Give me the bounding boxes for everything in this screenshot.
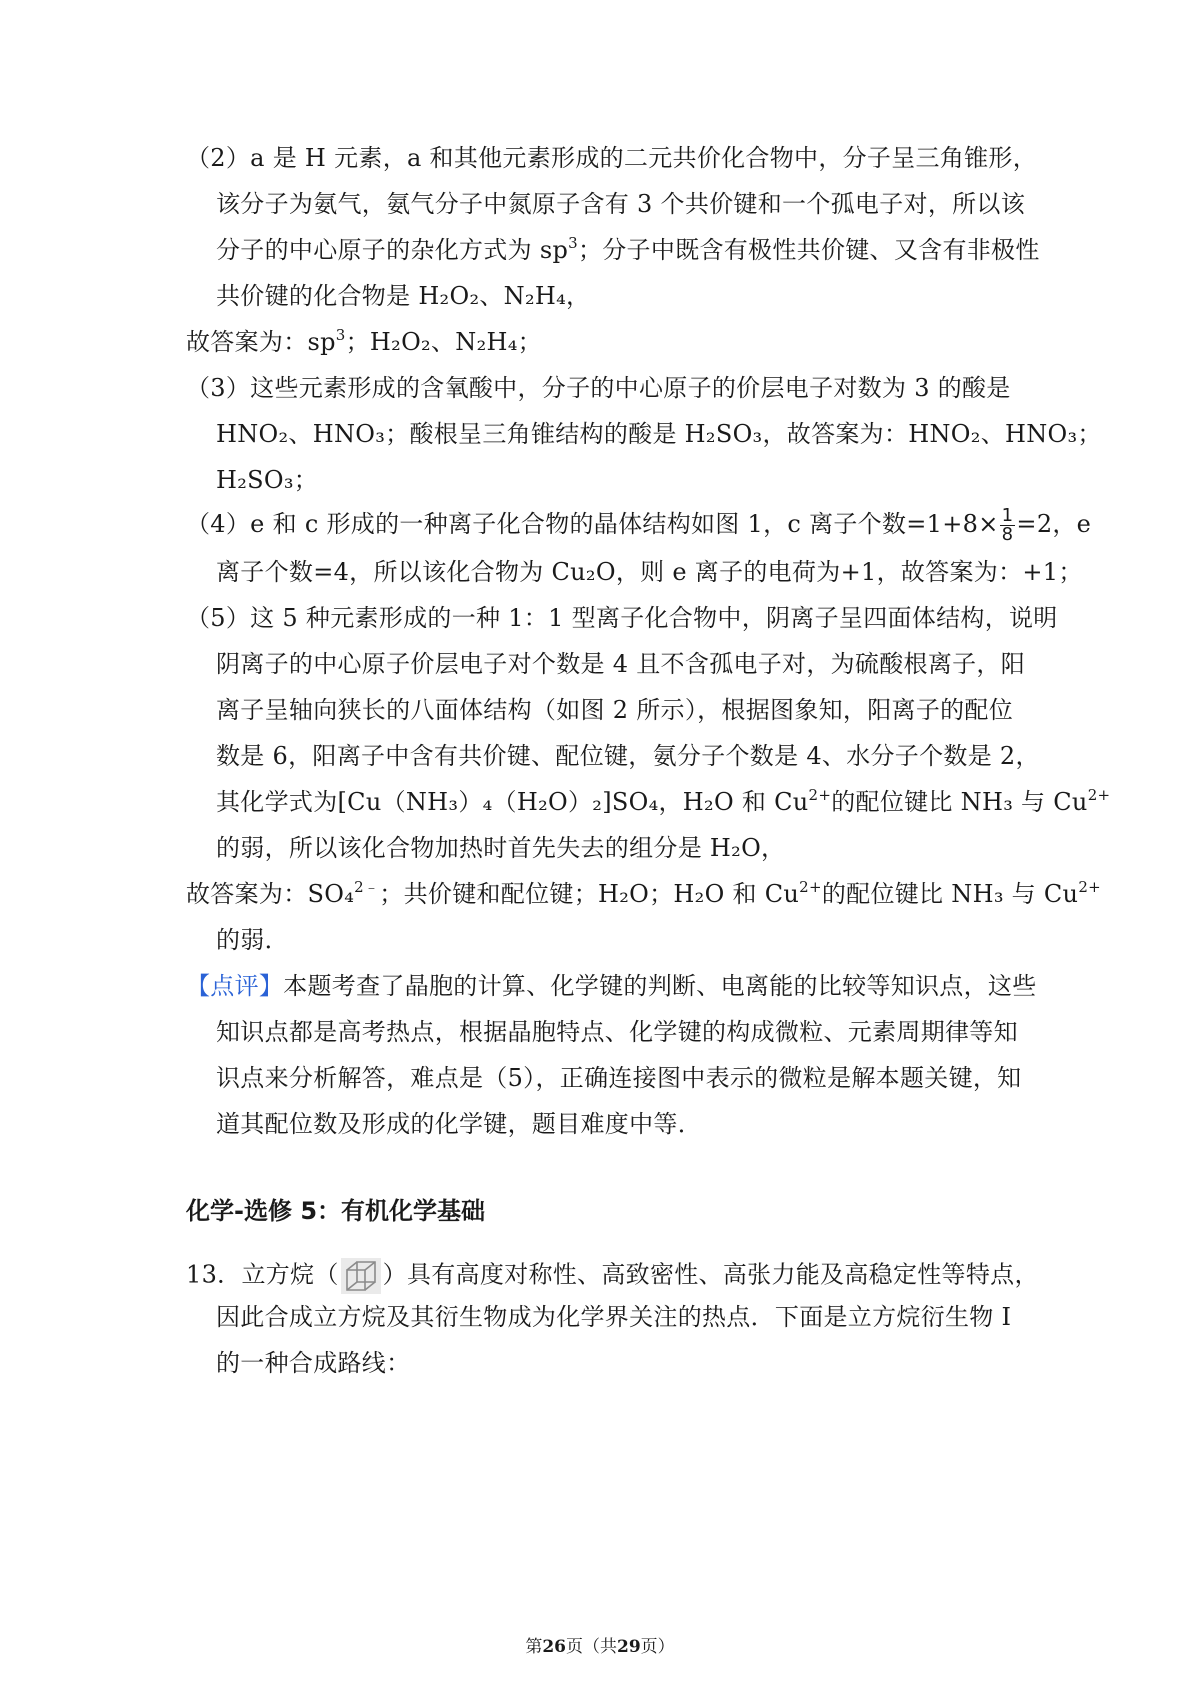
page-footer: 第26页（共29页） [525,1637,675,1657]
p3-line-2: HNO₂、HNO₃；酸根呈三角锥结构的酸是 H₂SO₃，故答案为：HNO₂、HNO₃； [216,420,1102,448]
fraction-one-eighth: $\frac{1}{8}$ [1001,505,1014,545]
p5-line-4: 数是 6，阳离子中含有共价键、配位键，氨分子个数是 4、水分子个数是 2， [216,742,1040,770]
q13-line-3: 的一种合成路线： [216,1349,411,1377]
comment-tag: 【点评】 [186,972,284,1000]
p5-line-6: 的弱，所以该化合物加热时首先失去的组分是 H₂O， [216,834,786,862]
comment-line-2: 知识点都是高考热点，根据晶胞特点、化学键的构成微粒、元素周期律等知 [216,1018,1018,1046]
p5-line-5: 其化学式为[Cu（NH₃）₄（H₂O）₂]SO₄，H₂O 和 $Cu^{2+}$的配位键比 NH₃ 与 $Cu^{2+}$ [216,786,1111,816]
p4-line-1: （4）e 和 c 形成的一种离子化合物的晶体结构如图 1，c 离子个数=1+8× $\frac{1}{8}$ =2，e [186,505,1092,545]
section-heading: 化学-选修 5：有机化学基础 [186,1197,486,1225]
q13-line-1: 13．立方烷（ ）具有高度对称性、高致密性、高张力能及高稳定性等特点， [186,1256,1039,1296]
comment-line-4: 道其配位数及形成的化学键，题目难度中等． [216,1110,702,1138]
p2-answer: 故答案为：$sp^3$；H₂O₂、N₂H₄； [186,326,542,356]
p5-line-3: 离子呈轴向狭长的八面体结构（如图 2 所示），根据图象知，阳离子的配位 [216,696,1014,724]
p4-line-2: 离子个数=4，所以该化合物为 Cu₂O，则 e 离子的电荷为+1，故答案为：+1； [216,558,1083,586]
p3-line-1: （3）这些元素形成的含氧酸中，分子的中心原子的价层电子对数为 3 的酸是 [186,374,1011,402]
cubane-structure-icon [339,1256,383,1296]
p5-answer: 故答案为：SO₄$^{2﹣}$；共价键和配位键；H₂O；H₂O 和 $Cu^{2+}$的配位键比 NH₃ 与 $Cu^{2+}$ [186,878,1102,908]
p2-line-4: 共价键的化合物是 H₂O₂、N₂H₄， [216,282,591,310]
p5-answer-line-2: 的弱． [216,926,289,954]
p5-line-1: （5）这 5 种元素形成的一种 1：1 型离子化合物中，阴离子呈四面体结构，说明 [186,604,1058,632]
p2-line-2: 该分子为氨气，氨气分子中氮原子含有 3 个共价键和一个孤电子对，所以该 [216,190,1026,218]
p3-line-3: H₂SO₃； [216,466,319,494]
comment-line-3: 识点来分析解答，难点是（5），正确连接图中表示的微粒是解本题关键，知 [216,1064,1022,1092]
comment-line-1: 【点评】本题考查了晶胞的计算、化学键的判断、电离能的比较等知识点，这些 [186,972,1037,1000]
p2-line-3: 分子的中心原子的杂化方式为 $sp^3$；分子中既含有极性共价键、又含有非极性 [216,234,1040,264]
p2-line-1: （2）a 是 H 元素，a 和其他元素形成的二元共价化合物中，分子呈三角锥形， [186,144,1038,172]
q13-line-2: 因此合成立方烷及其衍生物成为化学界关注的热点．下面是立方烷衍生物 I [216,1303,1012,1331]
p5-line-2: 阴离子的中心原子价层电子对个数是 4 且不含孤电子对，为硫酸根离子，阳 [216,650,1026,678]
